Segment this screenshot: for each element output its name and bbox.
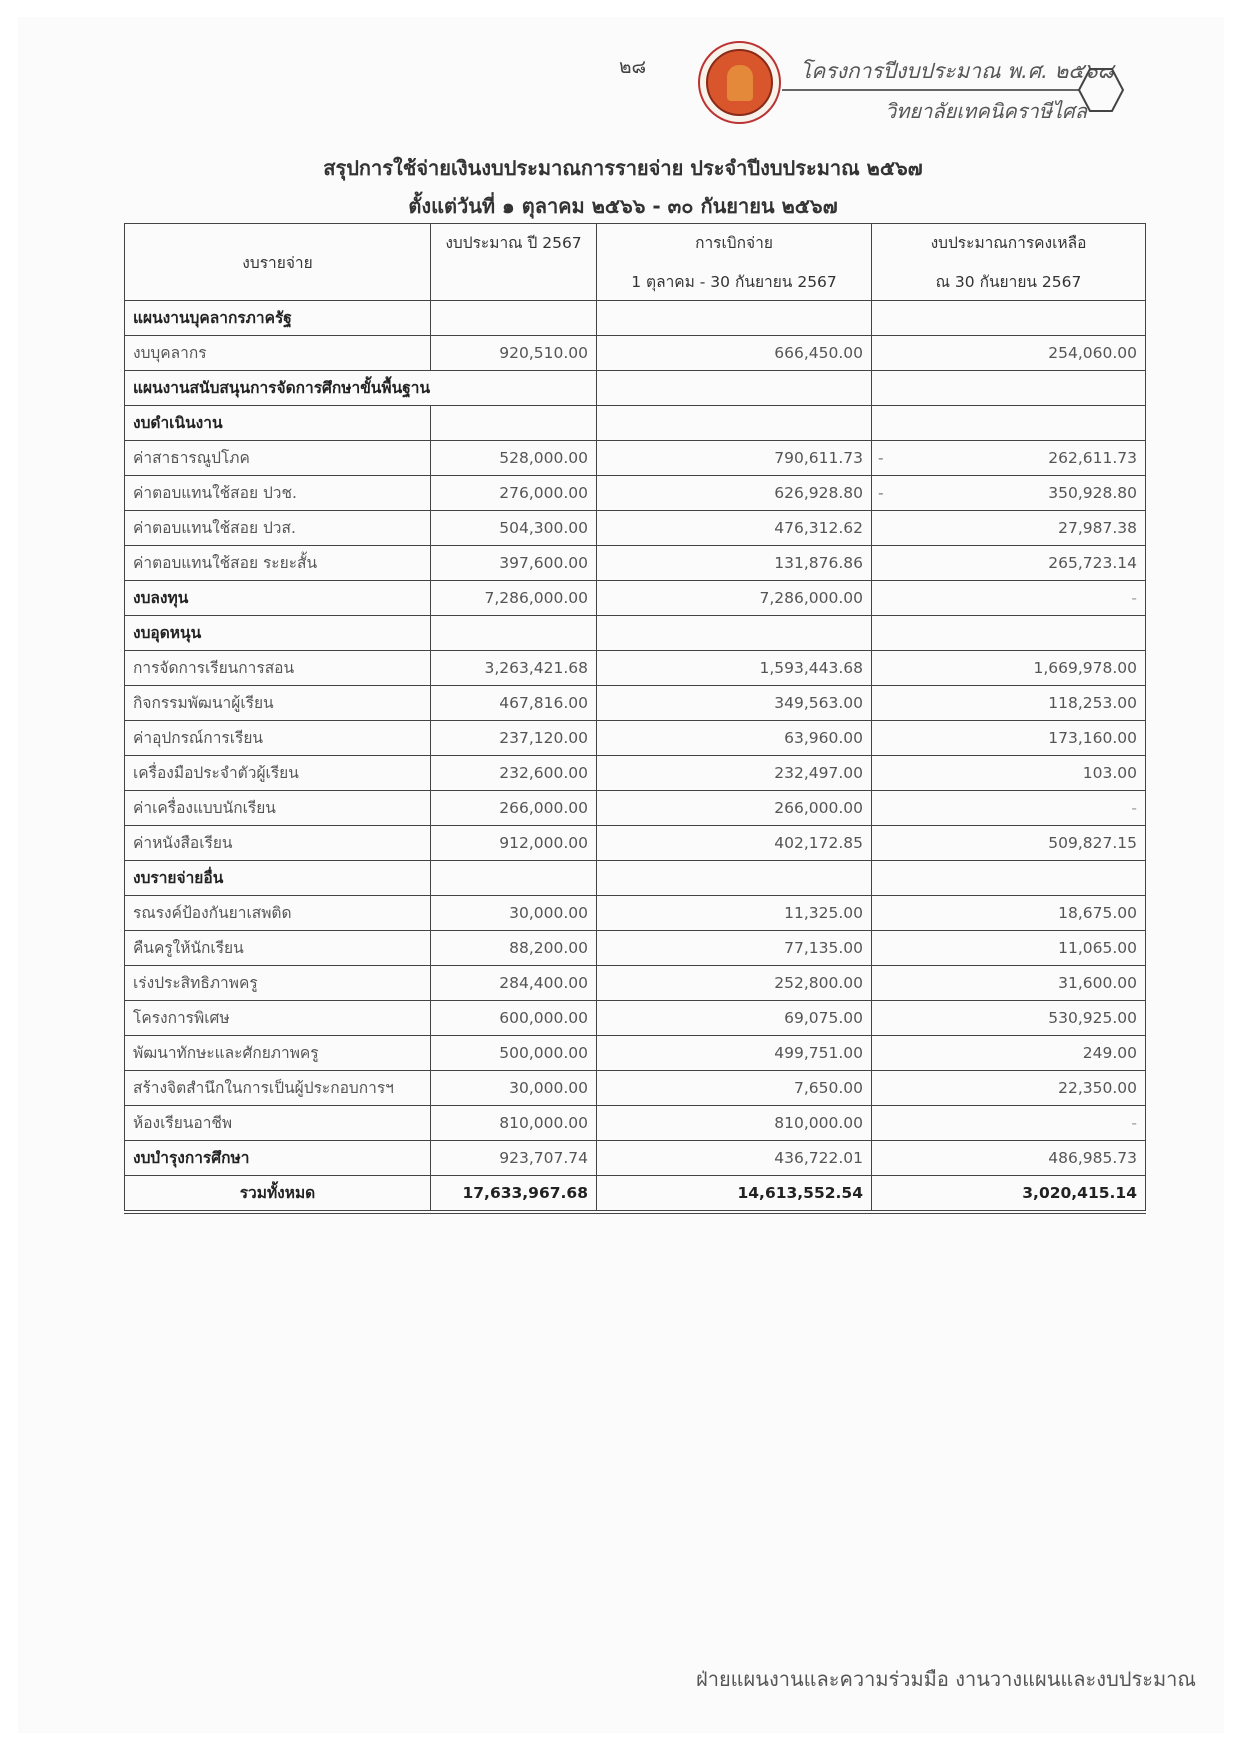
header-disbursed [597, 224, 872, 301]
row-remaining [872, 896, 1146, 931]
table-row [125, 1071, 1146, 1106]
row-label: ค่าตอบแทนใช้สอย ปวส. [125, 511, 431, 546]
row-disbursed: 1,593,443.68 [597, 651, 872, 686]
row-remaining [872, 966, 1146, 1001]
row-budget: 600,000.00 [431, 1001, 597, 1036]
row-budget: 467,816.00 [431, 686, 597, 721]
row-remaining [872, 1036, 1146, 1071]
row-budget: 500,000.00 [431, 1036, 597, 1071]
row-disbursed: 349,563.00 [597, 686, 872, 721]
table-section-row [125, 301, 1146, 336]
row-label: ห้องเรียนอาชีพ [125, 1106, 431, 1141]
remaining-value: 265,723.14 [1048, 554, 1137, 572]
row-disbursed: 626,928.80 [597, 476, 872, 511]
row-label: แผนงานสนับสนุนการจัดการศึกษาขั้นพื้นฐาน [125, 371, 597, 406]
row-label: โครงการพิเศษ [125, 1001, 431, 1036]
row-label: สร้างจิตสำนึกในการเป็นผู้ประกอบการฯ [125, 1071, 431, 1106]
remaining-value: 1,669,978.00 [1033, 659, 1137, 677]
table-row [125, 931, 1146, 966]
total-row [125, 1176, 1146, 1213]
row-disbursed: 252,800.00 [597, 966, 872, 1001]
project-year-heading: โครงการปีงบประมาณ พ.ศ. ๒๕๖๘ [800, 59, 1114, 83]
negative-sign: - [878, 484, 884, 502]
row-budget: 88,200.00 [431, 931, 597, 966]
row-remaining [872, 1001, 1146, 1036]
table-row [125, 1106, 1146, 1141]
row-budget: 30,000.00 [431, 1071, 597, 1106]
row-remaining [872, 1141, 1146, 1176]
table-row [125, 546, 1146, 581]
row-disbursed: 131,876.86 [597, 546, 872, 581]
row-remaining [872, 616, 1146, 651]
row-label: ค่าอุปกรณ์การเรียน [125, 721, 431, 756]
total-disbursed: 14,613,552.54 [597, 1176, 872, 1213]
row-label: งบดำเนินงาน [125, 406, 431, 441]
row-budget [431, 616, 597, 651]
table-row [125, 1001, 1146, 1036]
remaining-value: 103.00 [1082, 764, 1137, 782]
row-disbursed [597, 406, 872, 441]
table-section-row [125, 616, 1146, 651]
row-remaining [872, 756, 1146, 791]
total-remaining: 3,020,415.14 [872, 1176, 1146, 1213]
row-budget [431, 406, 597, 441]
row-remaining [872, 301, 1146, 336]
row-label: งบบุคลากร [125, 336, 431, 371]
row-remaining [872, 546, 1146, 581]
negative-sign: - [878, 449, 884, 467]
row-remaining [872, 686, 1146, 721]
table-row [125, 756, 1146, 791]
row-disbursed: 266,000.00 [597, 791, 872, 826]
row-remaining [872, 441, 1146, 476]
remaining-value: 27,987.38 [1058, 519, 1137, 537]
report-title: สรุปการใช้จ่ายเงินงบประมาณการรายจ่าย ประจำปีงบประมาณ ๒๕๖๗ [323, 156, 923, 180]
table-row [125, 896, 1146, 931]
total-label: รวมทั้งหมด [125, 1176, 431, 1213]
row-budget [431, 301, 597, 336]
table-row [125, 511, 1146, 546]
row-disbursed: 499,751.00 [597, 1036, 872, 1071]
row-remaining [872, 406, 1146, 441]
row-label: ค่าตอบแทนใช้สอย ปวช. [125, 476, 431, 511]
footer-department: ฝ่ายแผนงานและความร่วมมือ งานวางแผนและงบประมาณ [696, 1667, 1196, 1691]
table-section-row [125, 371, 1146, 406]
row-budget: 810,000.00 [431, 1106, 597, 1141]
page-number: ๒๘ [619, 56, 647, 78]
row-disbursed: 666,450.00 [597, 336, 872, 371]
row-disbursed [597, 371, 872, 406]
row-label: ค่าเครื่องแบบนักเรียน [125, 791, 431, 826]
row-label: กิจกรรมพัฒนาผู้เรียน [125, 686, 431, 721]
remaining-value: 509,827.15 [1048, 834, 1137, 852]
row-budget: 7,286,000.00 [431, 581, 597, 616]
row-remaining [872, 1071, 1146, 1106]
table-section-row [125, 1141, 1146, 1176]
row-budget: 237,120.00 [431, 721, 597, 756]
remaining-value: 262,611.73 [1048, 449, 1137, 467]
remaining-value: - [1131, 799, 1137, 817]
remaining-value: - [1131, 589, 1137, 607]
header-expense-category: งบรายจ่าย [125, 224, 431, 301]
remaining-value: 11,065.00 [1058, 939, 1137, 957]
table-section-row [125, 581, 1146, 616]
row-disbursed [597, 616, 872, 651]
row-remaining [872, 511, 1146, 546]
row-label: การจัดการเรียนการสอน [125, 651, 431, 686]
row-disbursed: 436,722.01 [597, 1141, 872, 1176]
row-budget: 30,000.00 [431, 896, 597, 931]
row-budget: 397,600.00 [431, 546, 597, 581]
row-disbursed: 402,172.85 [597, 826, 872, 861]
row-remaining [872, 336, 1146, 371]
table-row [125, 441, 1146, 476]
college-seal-logo [698, 41, 781, 124]
row-disbursed: 11,325.00 [597, 896, 872, 931]
row-disbursed [597, 861, 872, 896]
table-row [125, 826, 1146, 861]
table-row [125, 686, 1146, 721]
row-budget: 923,707.74 [431, 1141, 597, 1176]
row-budget: 912,000.00 [431, 826, 597, 861]
table-row [125, 1036, 1146, 1071]
row-remaining [872, 791, 1146, 826]
remaining-value: 173,160.00 [1048, 729, 1137, 747]
remaining-value: - [1131, 1114, 1137, 1132]
header-disbursed-title: การเบิกจ่าย [695, 234, 773, 252]
row-label: พัฒนาทักษะและศักยภาพครู [125, 1036, 431, 1071]
row-budget: 232,600.00 [431, 756, 597, 791]
row-label: ค่าสาธารณูปโภค [125, 441, 431, 476]
hexagon-icon [1077, 66, 1125, 114]
remaining-value: 22,350.00 [1058, 1079, 1137, 1097]
row-disbursed: 7,286,000.00 [597, 581, 872, 616]
budget-summary-table [124, 223, 1146, 1214]
row-budget: 528,000.00 [431, 441, 597, 476]
table-row [125, 651, 1146, 686]
table-row [125, 791, 1146, 826]
row-remaining [872, 371, 1146, 406]
row-label: แผนงานบุคลากรภาครัฐ [125, 301, 431, 336]
header-rule [782, 89, 1080, 91]
remaining-value: 249.00 [1082, 1044, 1137, 1062]
row-label: ค่าตอบแทนใช้สอย ระยะสั้น [125, 546, 431, 581]
row-remaining [872, 1106, 1146, 1141]
header-remaining-date: ณ 30 กันยายน 2567 [935, 273, 1082, 291]
row-remaining [872, 651, 1146, 686]
remaining-value: 254,060.00 [1048, 344, 1137, 362]
row-remaining [872, 861, 1146, 896]
table-section-row [125, 861, 1146, 896]
row-disbursed: 77,135.00 [597, 931, 872, 966]
row-label: รณรงค์ป้องกันยาเสพติด [125, 896, 431, 931]
row-disbursed: 232,497.00 [597, 756, 872, 791]
remaining-value: 18,675.00 [1058, 904, 1137, 922]
row-remaining [872, 581, 1146, 616]
table-row [125, 476, 1146, 511]
row-budget: 276,000.00 [431, 476, 597, 511]
table-row [125, 721, 1146, 756]
row-disbursed: 790,611.73 [597, 441, 872, 476]
row-label: งบรายจ่ายอื่น [125, 861, 431, 896]
remaining-value: 486,985.73 [1048, 1149, 1137, 1167]
row-remaining [872, 721, 1146, 756]
remaining-value: 118,253.00 [1048, 694, 1137, 712]
row-label: คืนครูให้นักเรียน [125, 931, 431, 966]
row-budget: 920,510.00 [431, 336, 597, 371]
row-label: งบอุดหนุน [125, 616, 431, 651]
table-row [125, 966, 1146, 1001]
row-label: ค่าหนังสือเรียน [125, 826, 431, 861]
remaining-value: 350,928.80 [1048, 484, 1137, 502]
header-budget-2567: งบประมาณ ปี 2567 [431, 224, 597, 301]
seal-emblem-icon [727, 65, 753, 101]
header-disbursed-period: 1 ตุลาคม - 30 กันยายน 2567 [631, 273, 837, 291]
table-section-row [125, 406, 1146, 441]
table-row [125, 336, 1146, 371]
row-disbursed: 476,312.62 [597, 511, 872, 546]
row-remaining [872, 826, 1146, 861]
row-disbursed: 63,960.00 [597, 721, 872, 756]
row-label: เครื่องมือประจำตัวผู้เรียน [125, 756, 431, 791]
row-remaining [872, 476, 1146, 511]
row-label: งบลงทุน [125, 581, 431, 616]
row-budget: 504,300.00 [431, 511, 597, 546]
row-budget: 266,000.00 [431, 791, 597, 826]
report-period: ตั้งแต่วันที่ ๑ ตุลาคม ๒๕๖๖ - ๓๐ กันยายน ๒๕๖๗ [408, 194, 838, 218]
row-disbursed: 69,075.00 [597, 1001, 872, 1036]
remaining-value: 530,925.00 [1048, 1009, 1137, 1027]
row-budget: 284,400.00 [431, 966, 597, 1001]
row-disbursed: 810,000.00 [597, 1106, 872, 1141]
header-remaining [872, 224, 1146, 301]
remaining-value: 31,600.00 [1058, 974, 1137, 992]
table-header-row [125, 224, 1146, 301]
total-budget: 17,633,967.68 [431, 1176, 597, 1213]
row-label: เร่งประสิทธิภาพครู [125, 966, 431, 1001]
row-budget [431, 861, 597, 896]
row-budget: 3,263,421.68 [431, 651, 597, 686]
row-label: งบบำรุงการศึกษา [125, 1141, 431, 1176]
header-remaining-title: งบประมาณการคงเหลือ [930, 234, 1087, 252]
college-name: วิทยาลัยเทคนิคราษีไศล [885, 99, 1087, 123]
row-disbursed: 7,650.00 [597, 1071, 872, 1106]
row-remaining [872, 931, 1146, 966]
row-disbursed [597, 301, 872, 336]
